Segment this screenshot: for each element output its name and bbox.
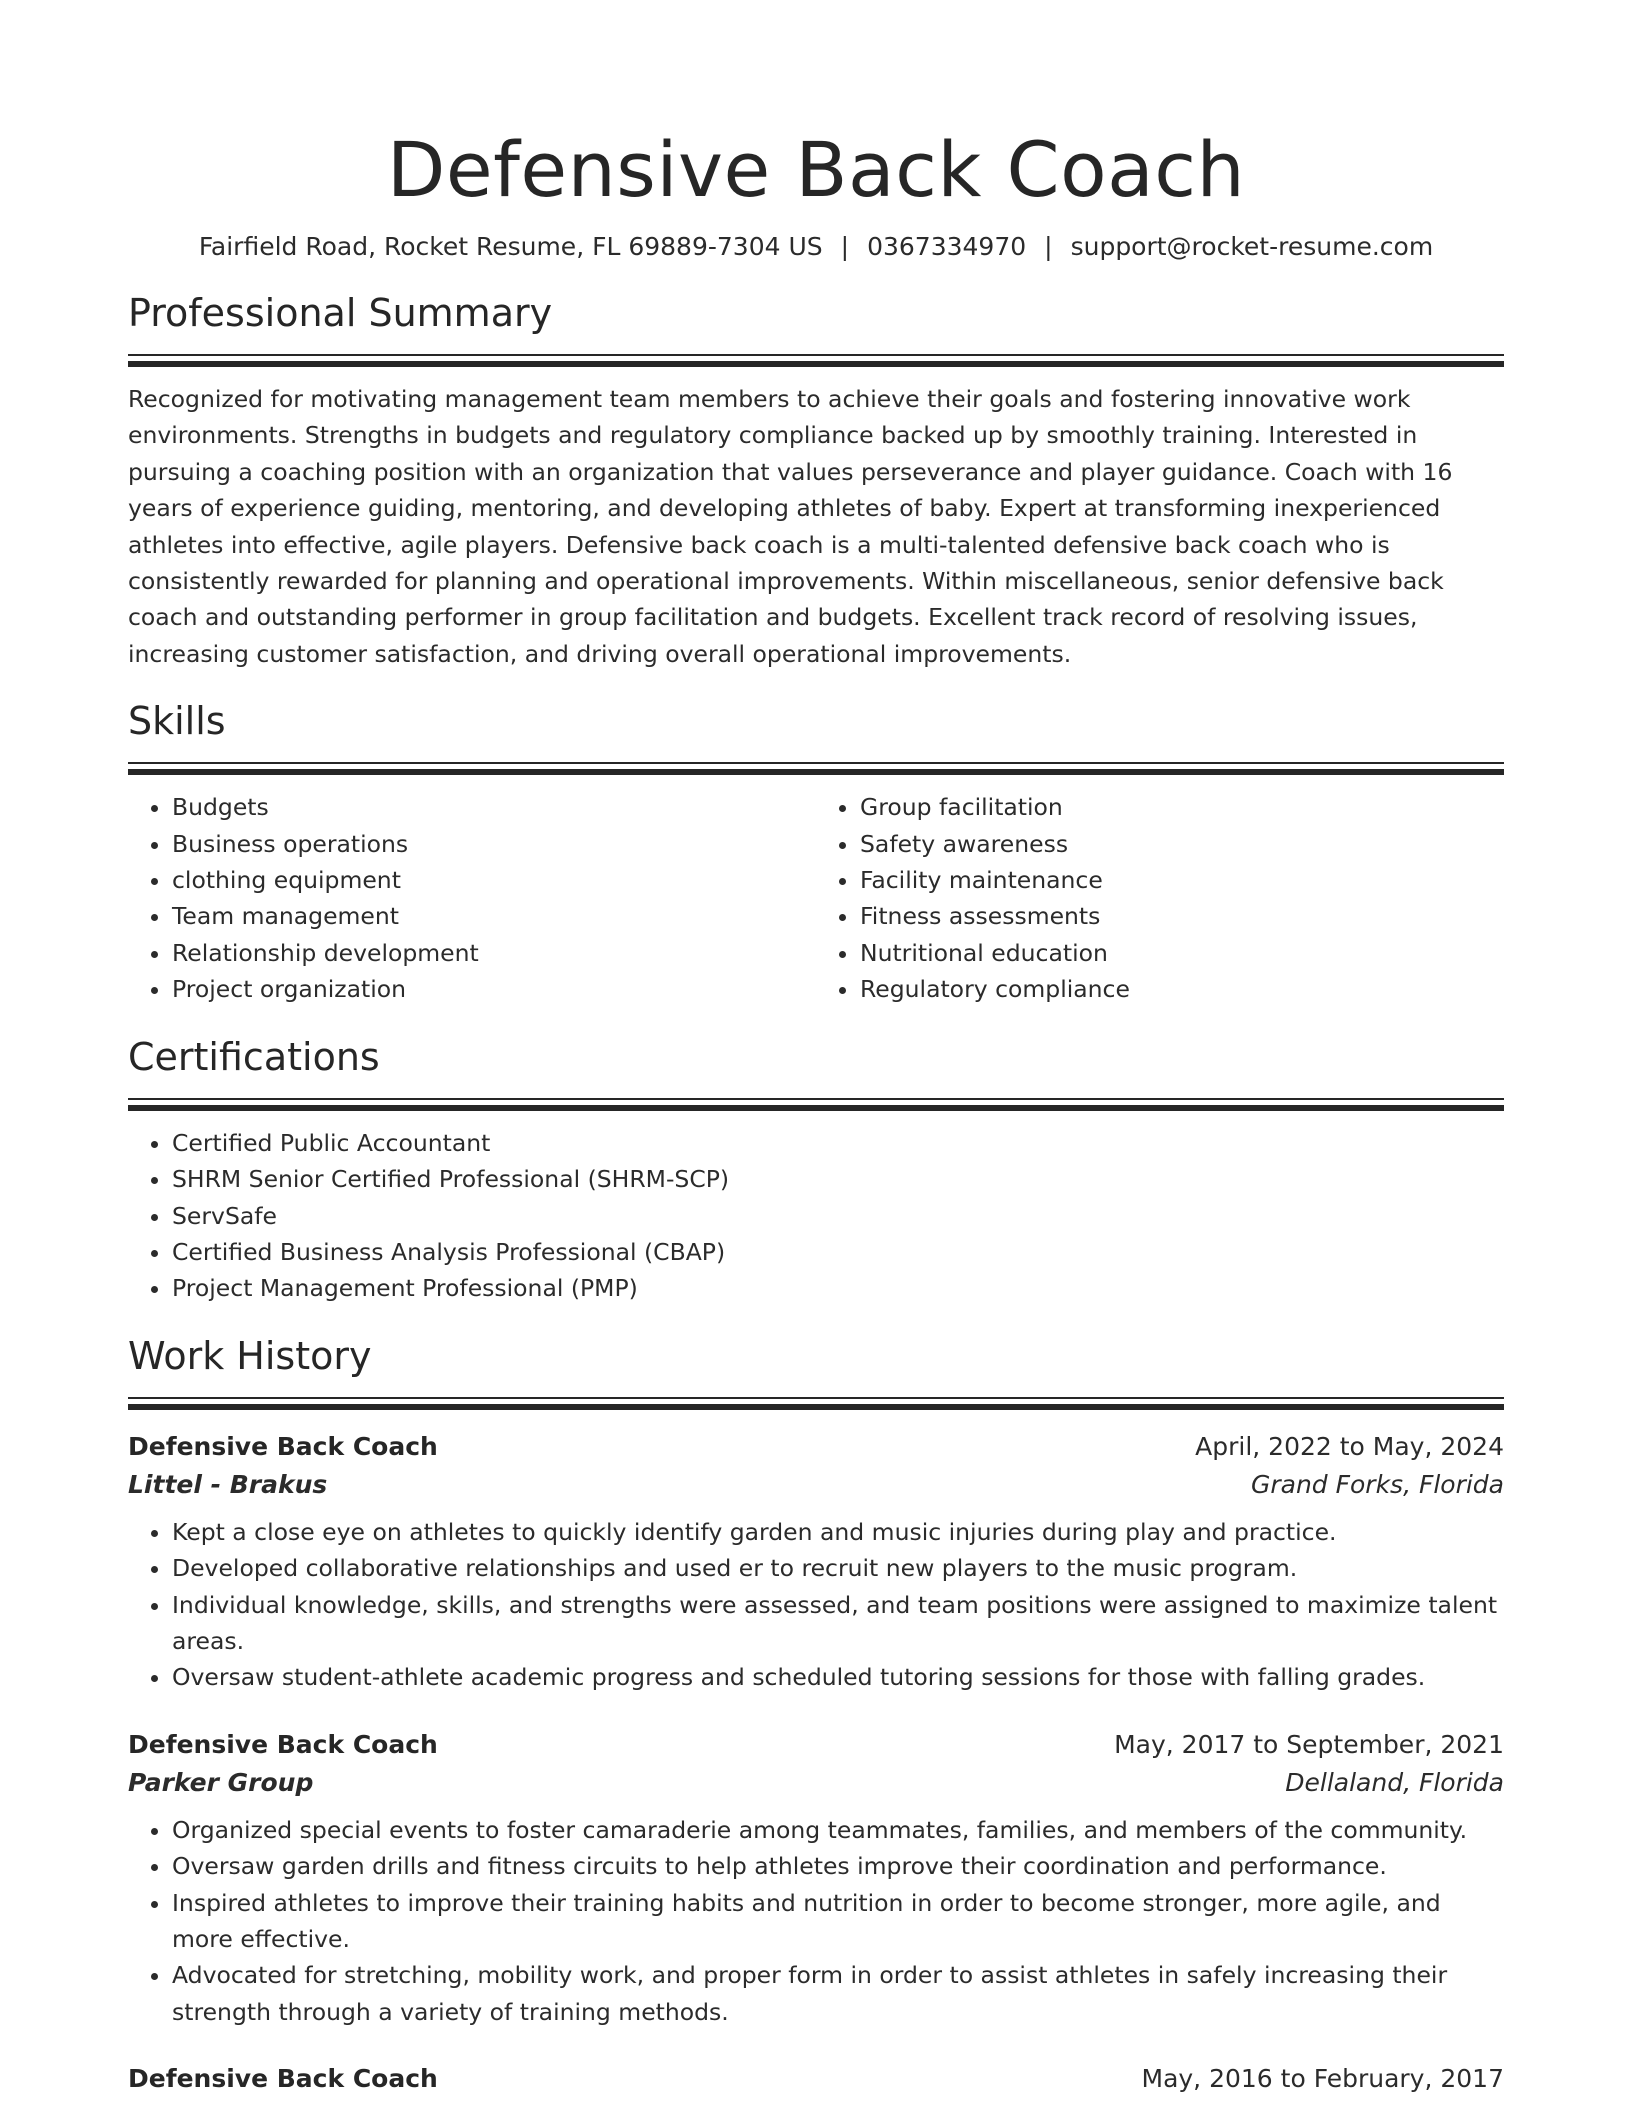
job-bullet: • Inspired athletes to improve their training habits and nutrition in order to become stronger, more agile, and more effective. [172, 1885, 1504, 1958]
skill-item: • Group facilitation [860, 789, 1504, 825]
section-title-summary: Professional Summary [128, 291, 553, 335]
job-bullet: • Developed collaborative relationships and used er to recruit new players to the music program. [172, 1550, 1504, 1586]
job-company-row [128, 1764, 1504, 1802]
certifications-section [128, 1032, 1504, 1307]
skill-item: • Relationship development [172, 935, 816, 971]
section-divider [128, 354, 1504, 367]
job-bullets [128, 1514, 1504, 1696]
skill-item: • Fitness assessments [860, 898, 1504, 934]
resume-name: Defensive Back Coach [386, 125, 1246, 214]
job-bullets [128, 1812, 1504, 2030]
job-title: Defensive Back Coach [128, 2064, 438, 2094]
skill-item: • Facility maintenance [860, 862, 1504, 898]
skill-item: • clothing equipment [172, 862, 816, 898]
job-bullet: • Organized special events to foster camaraderie among teammates, families, and members of the community. [172, 1812, 1504, 1848]
section-divider [128, 1098, 1504, 1111]
certification-item: • Project Management Professional (PMP) [172, 1270, 1504, 1306]
contact-email: support@rocket-resume.com [1070, 232, 1434, 261]
skills-section [128, 696, 1504, 1007]
job-location: Grand Forks, Florida [1250, 1469, 1504, 1499]
job-company: Littel - Brakus [128, 1469, 328, 1499]
skills-list-left [128, 789, 816, 1007]
skills-grid [128, 789, 1504, 1007]
skill-item: • Regulatory compliance [860, 971, 1504, 1007]
contact-separator: | [1044, 232, 1053, 261]
summary-text: Recognized for motivating management team members to achieve their goals and fostering innovative work environments. Strengths in budgets and regulatory compliance backed up by smoothly training. Interested in pursuing a coaching position with an organization that values perseverance and player guidance. Coach with 16 years of experience guiding, mentoring, and developing athletes of baby. Expert at transforming inexperienced athletes into effective, agile players. Defensive back coach is a multi-talented defensive back coach who is consistently rewarded for planning and operational improvements. Within miscellaneous, senior defensive back coach and outstanding performer in group facilitation and budgets. Excellent track record of resolving issues, increasing customer satisfaction, and driving overall operational improvements. [128, 385, 1453, 668]
job-bullet: • Individual knowledge, skills, and strengths were assessed, and team positions were assigned to maximize talent areas. [172, 1587, 1504, 1660]
job-title: Defensive Back Coach [128, 1729, 438, 1759]
certifications-list [128, 1125, 1504, 1307]
section-divider [128, 1397, 1504, 1410]
job-dates: April, 2022 to May, 2024 [1195, 1431, 1504, 1461]
contact-phone: 0367334970 [867, 232, 1027, 261]
job-title: Defensive Back Coach [128, 1431, 438, 1461]
skill-item: • Team management [172, 898, 816, 934]
contact-address: Fairfield Road, Rocket Resume, FL 69889-7304 US [198, 232, 823, 261]
job-location: Dellaland, Florida [1285, 1767, 1504, 1797]
work-history-section [128, 1331, 1504, 2098]
job-bullet: • Oversaw garden drills and fitness circuits to help athletes improve their coordination and performance. [172, 1848, 1504, 1884]
job-header-row [128, 1428, 1504, 1466]
job-dates: May, 2016 to February, 2017 [1141, 2064, 1504, 2094]
section-title-work-history: Work History [128, 1333, 372, 1378]
summary-section [128, 288, 1504, 672]
contact-line [128, 230, 1504, 264]
job-bullet: • Kept a close eye on athletes to quickly identify garden and music injuries during play and practice. [172, 1514, 1504, 1550]
skills-list-right [816, 789, 1504, 1007]
job-entry [128, 2060, 1504, 2098]
section-title-certifications: Certifications [128, 1034, 380, 1079]
job-company-row [128, 1466, 1504, 1504]
job-entry [128, 1726, 1504, 2030]
contact-separator: | [840, 232, 850, 261]
job-entry [128, 1428, 1504, 1696]
skill-item: • Safety awareness [860, 826, 1504, 862]
skill-item: • Nutritional education [860, 935, 1504, 971]
job-bullet: • Oversaw student-athlete academic progress and scheduled tutoring sessions for those with falling grades. [172, 1659, 1504, 1695]
certification-item: • ServSafe [172, 1198, 1504, 1234]
job-dates: May, 2017 to September, 2021 [1114, 1729, 1504, 1759]
skill-item: • Project organization [172, 971, 816, 1007]
job-bullet: • Advocated for stretching, mobility work, and proper form in order to assist athletes in safely increasing their strength through a variety of training methods. [172, 1957, 1504, 2030]
section-divider [128, 762, 1504, 775]
job-company: Parker Group [128, 1767, 314, 1797]
job-header-row [128, 1726, 1504, 1764]
certification-item: • Certified Public Accountant [172, 1125, 1504, 1161]
job-header-row [128, 2060, 1504, 2098]
section-title-skills: Skills [128, 699, 226, 744]
skill-item: • Business operations [172, 826, 816, 862]
certification-item: • Certified Business Analysis Professional (CBAP) [172, 1234, 1504, 1270]
certification-item: • SHRM Senior Certified Professional (SHRM-SCP) [172, 1161, 1504, 1197]
skill-item: • Budgets [172, 789, 816, 825]
